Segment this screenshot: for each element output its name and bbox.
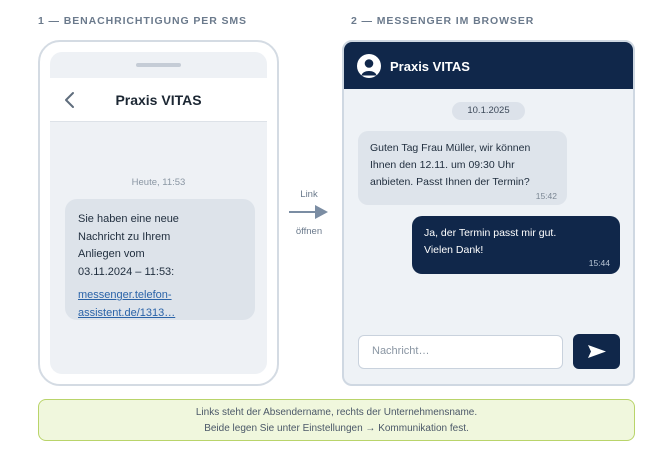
messenger-company-name: Praxis VITAS bbox=[390, 59, 470, 74]
outgoing-message bbox=[412, 216, 620, 274]
sms-text-line: Nachricht zu Ihrem bbox=[78, 230, 171, 243]
message-text-line: Ja, der Termin passt mir gut. bbox=[424, 227, 557, 239]
note-line: Beide legen Sie unter Einstellungen → Kommunikation fest. bbox=[204, 422, 469, 434]
info-note bbox=[38, 399, 635, 441]
message-text-line: Ihnen den 12.11. um 09:30 Uhr bbox=[370, 159, 515, 171]
sms-header bbox=[50, 78, 267, 122]
phone-screen bbox=[50, 52, 267, 374]
date-separator: 10.1.2025 bbox=[452, 102, 525, 120]
note-line: Links steht der Absendername, rechts der Unternehmensname. bbox=[195, 407, 478, 418]
step-1-label: 1 — BENACHRICHTIGUNG PER SMS bbox=[38, 15, 247, 27]
sms-sender-name: Praxis VITAS bbox=[115, 92, 202, 108]
messenger-window bbox=[342, 40, 635, 386]
send-icon bbox=[588, 345, 606, 358]
user-avatar-icon bbox=[357, 54, 381, 78]
sms-bubble bbox=[65, 199, 255, 320]
incoming-message bbox=[358, 131, 567, 205]
message-text-line: Vielen Dank! bbox=[424, 244, 484, 256]
sms-text-line: Sie haben eine neue bbox=[78, 213, 179, 225]
sms-text-line: Anliegen vom bbox=[78, 248, 145, 260]
arrow-right-icon bbox=[287, 202, 331, 222]
messenger-link[interactable]: messenger.telefon- bbox=[78, 289, 172, 301]
messenger-link[interactable]: assistent.de/1313… bbox=[78, 306, 176, 319]
message-time: 15:42 bbox=[535, 191, 557, 201]
messenger-header bbox=[344, 42, 633, 89]
phone-speaker bbox=[136, 63, 181, 67]
sms-text-line: 03.11.2024 – 11:53: bbox=[78, 265, 175, 278]
sms-timestamp: Heute, 11:53 bbox=[131, 177, 186, 188]
message-time: 15:44 bbox=[588, 258, 610, 268]
message-text-line: Guten Tag Frau Müller, wir können bbox=[370, 142, 531, 154]
message-input[interactable]: Nachricht… bbox=[358, 335, 563, 369]
arrow-label-bottom: öffnen bbox=[295, 226, 323, 237]
message-text-line: anbieten. Passt Ihnen der Termin? bbox=[370, 176, 530, 188]
step-2-label: 2 — MESSENGER IM BROWSER bbox=[351, 15, 535, 27]
arrow-label-top: Link bbox=[300, 189, 318, 200]
send-button[interactable] bbox=[573, 334, 620, 369]
phone-mockup bbox=[38, 40, 279, 386]
